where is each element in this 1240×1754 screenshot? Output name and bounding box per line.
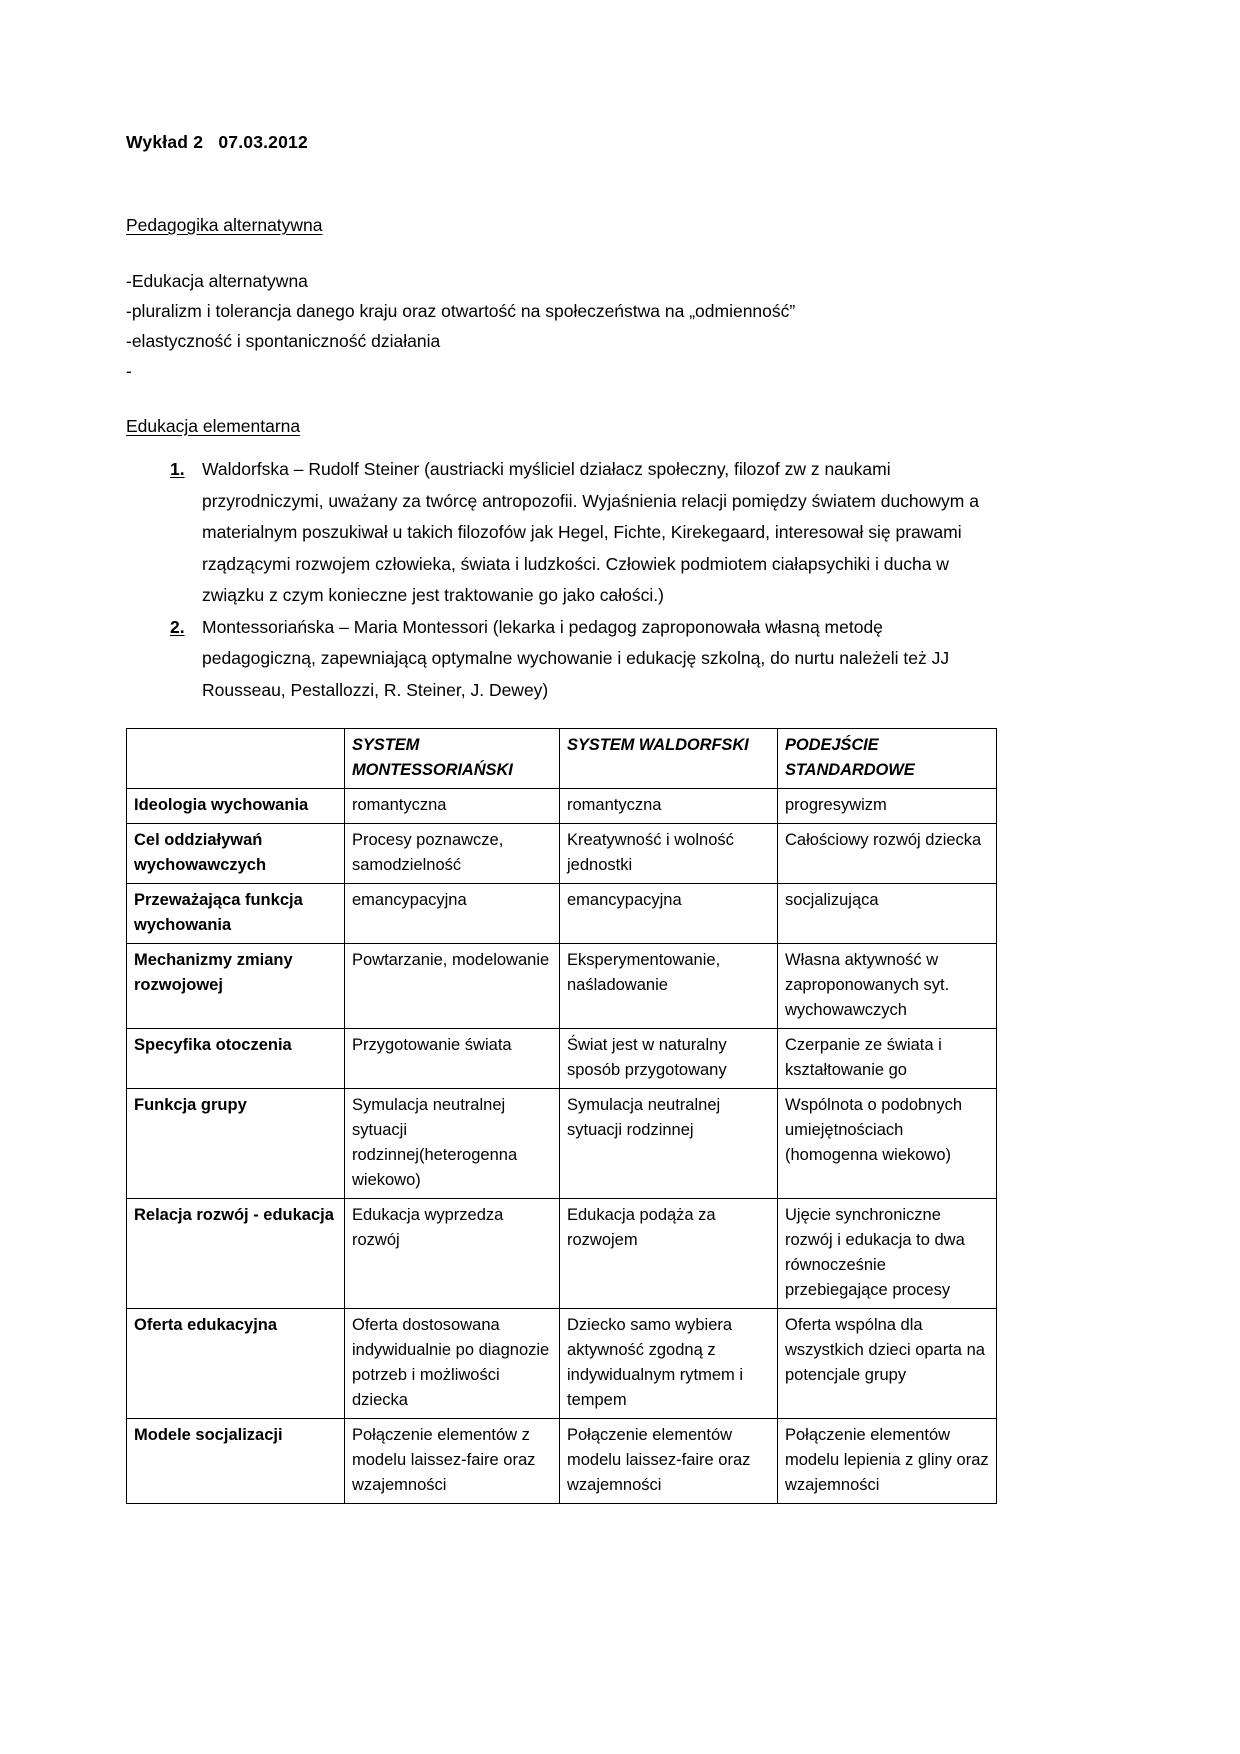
table-row: [127, 884, 997, 944]
table-cell-waldorf: Eksperymentowanie, naśladowanie: [560, 944, 778, 1029]
table-header-row: [127, 729, 997, 789]
table-cell-waldorf: Symulacja neutralnej sytuacji rodzinnej: [560, 1089, 778, 1199]
table-cell-standard: Czerpanie ze świata i kształtowanie go: [778, 1029, 997, 1089]
table-row-label: Funkcja grupy: [127, 1089, 345, 1199]
table-body: [127, 789, 997, 1504]
table-cell-montessori: romantyczna: [345, 789, 560, 824]
table-row: [127, 1089, 997, 1199]
table-row: [127, 1309, 997, 1419]
table-cell-standard: Wspólnota o podobnych umiejętnościach (homogenna wiekowo): [778, 1089, 997, 1199]
bullet-line-3: -elastyczność i spontaniczność działania: [126, 331, 441, 351]
table-cell-standard: Połączenie elementów modelu lepienia z gliny oraz wzajemności: [778, 1419, 997, 1504]
comparison-table: [126, 728, 997, 1504]
list-item-text: Waldorfska – Rudolf Steiner (austriacki myśliciel działacz społeczny, filozof zw z naukami przyrodniczymi, uważany za twórcę antropozofii. Wyjaśnienia relacji pomiędzy światem duchowym a materialnym poszukiwał u takich filozofów jak Hegel, Fichte, Kirekegaard, interesował się prawami rządzącymi rozwojem człowieka, świata i ludzkości. Człowiek podmiotem ciałapsychiki i ducha w związku z czym konieczne jest traktowanie go jako całości.): [202, 459, 979, 605]
section-heading-pedagogika: Pedagogika alternatywna: [126, 215, 323, 235]
table-cell-montessori: Edukacja wyprzedza rozwój: [345, 1199, 560, 1309]
section-heading-edukacja: Edukacja elementarna: [126, 416, 301, 436]
bullet-line-1: -Edukacja alternatywna: [126, 271, 308, 291]
bullet-line-2: -pluralizm i tolerancja danego kraju oraz otwartość na społeczeństwa na „odmienność”: [126, 301, 796, 321]
table-cell-waldorf: Edukacja podąża za rozwojem: [560, 1199, 778, 1309]
table-cell-waldorf: romantyczna: [560, 789, 778, 824]
list-item-text: Montessoriańska – Maria Montessori (lekarka i pedagog zaproponowała własną metodę pedagogiczną, zapewniającą optymalne wychowanie i edukację szkolną, do nurtu należeli też JJ Rousseau, Pestallozzi, R. Steiner, J. Dewey): [202, 616, 950, 700]
table-row-label: Modele socjalizacji: [127, 1419, 345, 1504]
table-row: [127, 944, 997, 1029]
table-cell-waldorf: Kreatywność i wolność jednostki: [560, 824, 778, 884]
table-cell-montessori: Oferta dostosowana indywidualnie po diagnozie potrzeb i możliwości dziecka: [345, 1309, 560, 1419]
table-row: [127, 1419, 997, 1504]
table-row-label: Przeważająca funkcja wychowania: [127, 884, 345, 944]
table-cell-montessori: Przygotowanie świata: [345, 1029, 560, 1089]
table-row: [127, 824, 997, 884]
numbered-list: [126, 454, 996, 706]
list-item: [126, 612, 996, 707]
document-content: [126, 132, 996, 1504]
table-cell-montessori: Procesy poznawcze, samodzielność: [345, 824, 560, 884]
table-row-label: Mechanizmy zmiany rozwojowej: [127, 944, 345, 1029]
table-cell-waldorf: Świat jest w naturalny sposób przygotowany: [560, 1029, 778, 1089]
table-cell-standard: Ujęcie synchroniczne rozwój i edukacja to dwa równocześnie przebiegające procesy: [778, 1199, 997, 1309]
table-row-label: Ideologia wychowania: [127, 789, 345, 824]
table-cell-standard: Oferta wspólna dla wszystkich dzieci oparta na potencjale grupy: [778, 1309, 997, 1419]
table-row: [127, 1199, 997, 1309]
table-cell-standard: Całościowy rozwój dziecka: [778, 824, 997, 884]
document-header: Wykład 2 07.03.2012: [126, 132, 308, 152]
list-marker: 2.: [170, 616, 185, 637]
list-item: [126, 454, 996, 612]
table-header-cell-waldorf: SYSTEM WALDORFSKI: [560, 729, 778, 789]
table-cell-montessori: emancypacyjna: [345, 884, 560, 944]
spacer: [126, 236, 996, 266]
table-cell-montessori: Symulacja neutralnej sytuacji rodzinnej(heterogenna wiekowo): [345, 1089, 560, 1199]
table-row: [127, 789, 997, 824]
table-header: [127, 729, 997, 789]
spacer: [126, 437, 996, 454]
table-header-cell-blank: [127, 729, 345, 789]
table-row: [127, 1029, 997, 1089]
table-cell-standard: Własna aktywność w zaproponowanych syt. wychowawczych: [778, 944, 997, 1029]
table-cell-standard: progresywizm: [778, 789, 997, 824]
table-cell-waldorf: Dziecko samo wybiera aktywność zgodną z indywidualnym rytmem i tempem: [560, 1309, 778, 1419]
table-row-label: Specyfika otoczenia: [127, 1029, 345, 1089]
spacer: [126, 153, 996, 215]
bullet-line-4: -: [126, 361, 132, 381]
table-row-label: Relacja rozwój - edukacja: [127, 1199, 345, 1309]
table-cell-waldorf: emancypacyjna: [560, 884, 778, 944]
list-marker: 1.: [170, 459, 185, 479]
table-cell-montessori: Powtarzanie, modelowanie: [345, 944, 560, 1029]
table-row-label: Oferta edukacyjna: [127, 1309, 345, 1419]
table-row-label: Cel oddziaływań wychowawczych: [127, 824, 345, 884]
spacer: [126, 386, 996, 416]
table-cell-waldorf: Połączenie elementów modelu laissez-faire oraz wzajemności: [560, 1419, 778, 1504]
table-cell-montessori: Połączenie elementów z modelu laissez-faire oraz wzajemności: [345, 1419, 560, 1504]
table-header-cell-standard: PODEJŚCIE STANDARDOWE: [778, 729, 997, 789]
table-header-cell-montessori: SYSTEM MONTESSORIAŃSKI: [345, 729, 560, 789]
table-cell-standard: socjalizująca: [778, 884, 997, 944]
